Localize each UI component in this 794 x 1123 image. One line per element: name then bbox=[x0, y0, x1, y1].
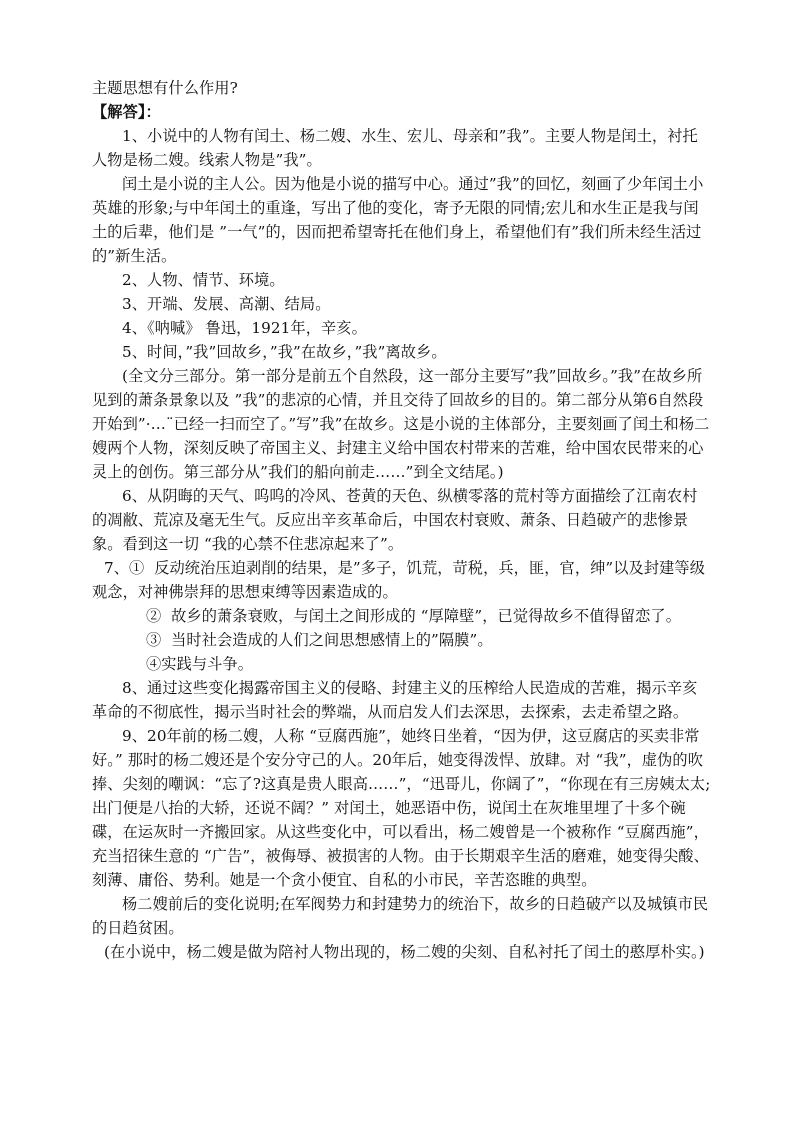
answer-9: 9、20年前的杨二嫂，人称 “豆腐西施”，她终日坐着，“因为伊，这豆腐店的买卖非常好。” 那时的杨二嫂还是个安分守己的人。20年后，她变得泼悍、放肆。对 “我”，虚伪的吹捧、尖刻的嘲讽：“忘了?这真是贵人眼高……”，“迅哥儿，你阔了”，“你现在有三房姨太太;出门便是八抬的大轿，还说不阔？” 对闰土，她恶语中伤，说闰土在灰堆里埋了十多个碗碟，在运灰时一齐搬回家。从这些变化中，可以看出，杨二嫂曾是一个被称作 “豆腐西施”，充当招徕生意的 “广告”，被侮辱、被损害的人物。由于长期艰辛生活的磨难，她变得尖酸、刻薄、庸俗、势利。她是一个贪小便宜、自私的小市民，辛苦恣睢的典型。 bbox=[92, 727, 711, 889]
answer-8: 8、通过这些变化揭露帝国主义的侵略、封建主义的压榨给人民造成的苦难，揭示辛亥革命的不彻底性，揭示当时社会的弊端，从而启发人们去深思，去探索，去走希望之路。 bbox=[92, 679, 698, 721]
document-page bbox=[92, 76, 712, 964]
answer-5-explanation: (全文分三部分。第一部分是前五个自然段，这一部分主要写”我”回故乡。”我”在故乡所见到的萧条景象以及 ”我”的悲凉的心情，并且交待了回故乡的目的。第二部分从第6自然段开始到”·…¨已经一扫而空了。”写”我”在故乡。这是小说的主体部分，主要刻画了闰土和杨二嫂两个人物，深刻反映了帝国主义、封建主义给中国农村带来的苦难，给中国农民带来的心灵上的创伤。第三部分从”我们的船向前走……”到全文结尾。) bbox=[92, 367, 710, 481]
answer-1-explanation: 闰土是小说的主人公。因为他是小说的描写中心。通过”我”的回忆，刻画了少年闰土小英雄的形象;与中年闰土的重逢，写出了他的变化，寄予无限的同情;宏儿和水生正是我与闰土的后辈，他们是 ”一气”的，因而把希望寄托在他们身上，希望他们有”我们所未经生活过的”新生活。 bbox=[92, 175, 704, 265]
question-tail: 主题思想有什么作用? bbox=[92, 79, 238, 97]
answer-4: 4、《呐喊》 鲁迅，1921年，辛亥。 bbox=[122, 319, 367, 337]
answer-1: 1、小说中的人物有闰土、杨二嫂、水生、宏儿、母亲和”我”。主要人物是闰土，衬托人物是杨二嫂。线索人物是”我”。 bbox=[92, 127, 698, 169]
answer-6: 6、从阴晦的天气、呜呜的冷风、苍黄的天色、纵横零落的荒村等方面描绘了江南农村的凋敝、荒凉及毫无生气。反应出辛亥革命后，中国农村衰败、萧条、日趋破产的悲惨景象。看到这一切 “我的心禁不住悲凉起来了”。 bbox=[92, 487, 698, 553]
answer-label: 【解答】： bbox=[92, 103, 161, 121]
answer-2: 2、人物、情节、环境。 bbox=[122, 271, 285, 289]
answer-7-item-3: ③ 当时社会造成的人们之间思想感情上的”隔膜”。 bbox=[146, 631, 493, 649]
answer-7-item-4: ④实践与斗争。 bbox=[146, 655, 254, 673]
answer-9-note: (在小说中，杨二嫂是做为陪衬人物出现的，杨二嫂的尖刻、自私衬托了闰土的憨厚朴实。) bbox=[104, 943, 705, 961]
answer-9-summary: 杨二嫂前后的变化说明;在军阀势力和封建势力的统治下，故乡的日趋破产以及城镇市民的日趋贫困。 bbox=[92, 895, 709, 937]
answer-7-item-1: 7、① 反动统治压迫剥削的结果，是”多子，饥荒，苛税，兵，匪，官，绅”以及封建等级观念，对神佛崇拜的思想束缚等因素造成的。 bbox=[92, 559, 705, 601]
answer-3: 3、开端、发展、高潮、结局。 bbox=[122, 295, 331, 313]
answer-7-item-2: ② 故乡的萧条衰败，与闰土之间形成的 “厚障壁”，已觉得故乡不值得留恋了。 bbox=[146, 607, 681, 625]
answer-5: 5、时间，”我”回故乡，”我”在故乡，”我”离故乡。 bbox=[122, 343, 447, 361]
